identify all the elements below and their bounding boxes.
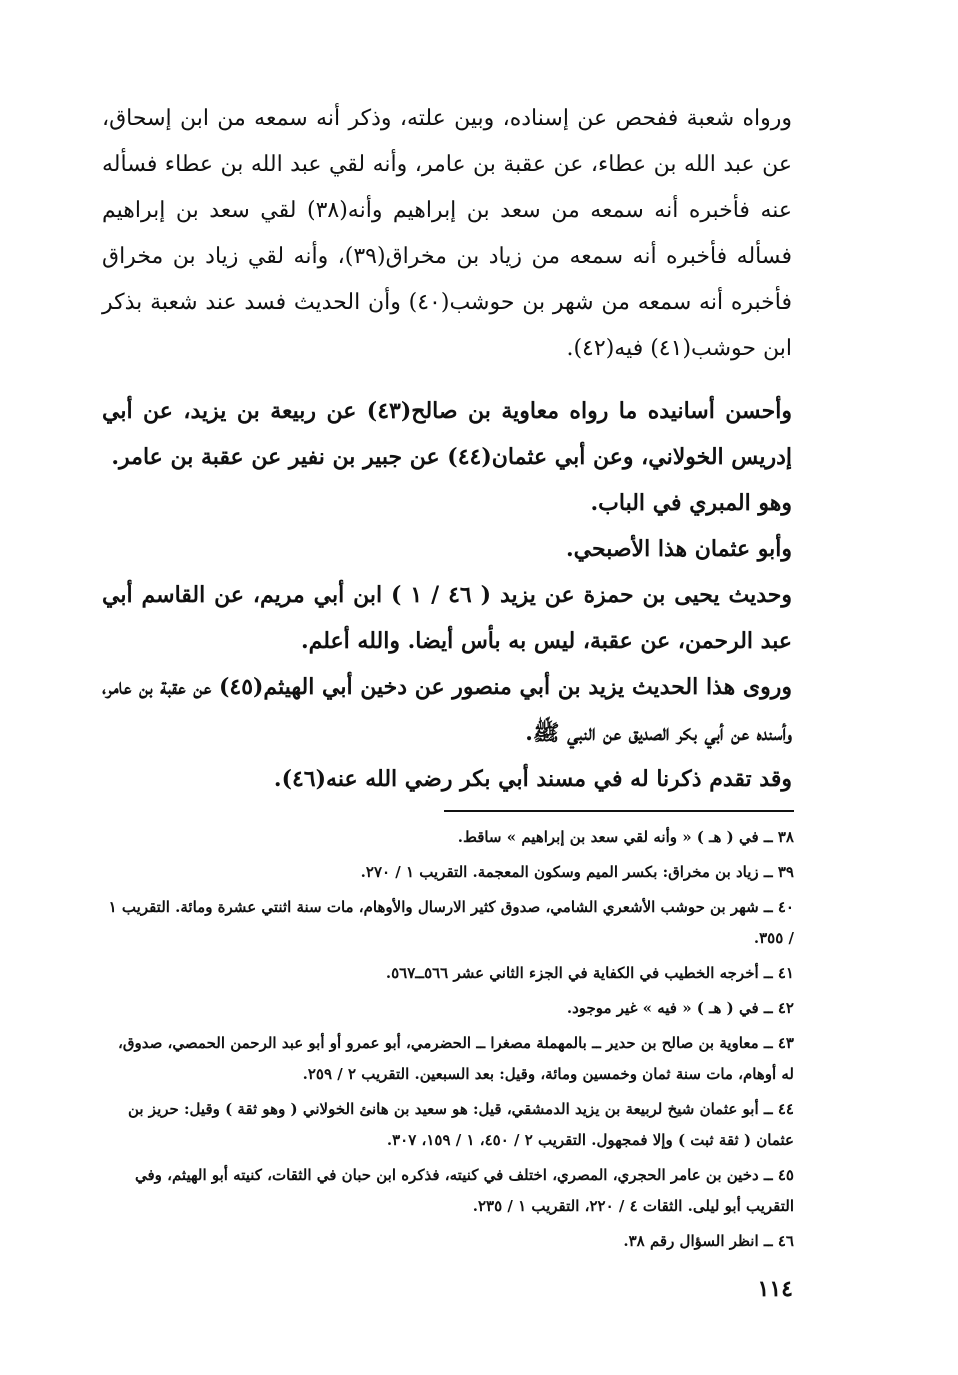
body-paragraph: وحديث يحيى بن حمزة عن يزيد ( ٤٦ / ١ ) ابن أبي مريم، عن القاسم أبي عبد الرحمن، عن عقبة، ليس به بأس أيضا. والله أعلم.	[102, 582, 792, 654]
footnote: ٣٨ ــ في ( هـ ) « وأنه لقي سعد بن إبراهيم » ساقط.	[457, 828, 794, 846]
footnote: ٤٦ ــ انظر السؤال رقم ٣٨.	[623, 1232, 794, 1250]
body-paragraph: وأبو عثمان هذا الأصبحي.	[566, 536, 792, 562]
page-number: ١١٤	[757, 1276, 793, 1302]
body-paragraph: وروى هذا الحديث يزيد بن أبي منصور عن دخين أبي الهيثم(٤٥) عن عقبة بن عامر، وأسنده عن أبي بكر الصديق عن النبي ﷺ.	[102, 674, 792, 746]
footnotes	[104, 822, 794, 1261]
footnote: ٤٢ ــ في ( هـ ) « فيه » غير موجود.	[566, 999, 794, 1017]
body-paragraph: ورواه شعبة ففحص عن إسناده، وبين علته، وذكر أنه سمعه من ابن إسحاق، عن عبد الله بن عطاء، عن عقبة بن عامر، وأنه لقي عبد الله بن عطاء فسأله عنه فأخبره أنه سمعه من سعد بن إبراهيم وأنه(٣٨) لقي سعد بن إبراهيم فسأله فأخبره أنه سمعه من زياد بن مخراق(٣٩)، وأنه لقي زياد بن مخراق فأخبره أنه سمعه من شهر بن حوشب(٤٠) وأن الحديث فسد عند شعبة بذكر ابن حوشب(٤١) فيه(٤٢).	[102, 106, 793, 361]
footnote: ٤٤ ــ أبو عثمان شيخ لربيعة بن يزيد الدمشقي، قيل: هو سعيد بن هانئ الخولاني ( وهو ثقة ) وقيل: حريز بن عثمان ( ثقة ثبت ) وإلا فمجهول. التقريب ٢ / ٤٥٠، ١ / ١٥٩، ٣٠٧.	[127, 1100, 794, 1149]
footnote-separator	[444, 810, 794, 812]
footnote: ٤٥ ــ دخين بن عامر الحجري، المصري، اختلف في كنيته، فذكره ابن حبان في الثقات، كنيته أبو الهيثم، وفي التقريب أبو ليلى. الثقات ٤ / ٢٢٠، التقريب ١ / ٢٣٥.	[134, 1166, 794, 1215]
footnote: ٤٠ ــ شهر بن حوشب الأشعري الشامي، صدوق كثير الارسال والأوهام، مات سنة اثنتي عشرة ومائة. التقريب ١ / ٣٥٥.	[108, 898, 794, 947]
body-paragraph: وقد تقدم ذكرنا له في مسند أبي بكر رضي الله عنه(٤٦).	[273, 766, 792, 792]
footnote: ٤١ ــ أخرجه الخطيب في الكفاية في الجزء الثاني عشر ٥٦٦ــ٥٦٧.	[385, 964, 794, 982]
main-text	[102, 96, 792, 802]
body-paragraph: وهو المبري في الباب.	[590, 490, 792, 516]
body-paragraph: وأحسن أسانيده ما رواه معاوية بن صالح(٤٣) عن ربيعة بن يزيد، عن أبي إدريس الخولاني، وعن أبي عثمان(٤٤) عن جبير بن نفير عن عقبة بن عامر.	[102, 398, 792, 470]
footnote: ٣٩ ــ زياد بن مخراق: بكسر الميم وسكون المعجمة. التقريب ١ / ٢٧٠.	[360, 863, 794, 881]
footnote: ٤٣ ــ معاوية بن صالح بن حدير ــ بالمهملة مصغرا ــ الحضرمي، أبو عمرو أو أبو عبد الرحمن الحمصي، صدوق، له أوهام، مات سنة ثمان وخمسين ومائة، وقيل: بعد السبعين. التقريب ٢ / ٢٥٩.	[118, 1034, 794, 1083]
